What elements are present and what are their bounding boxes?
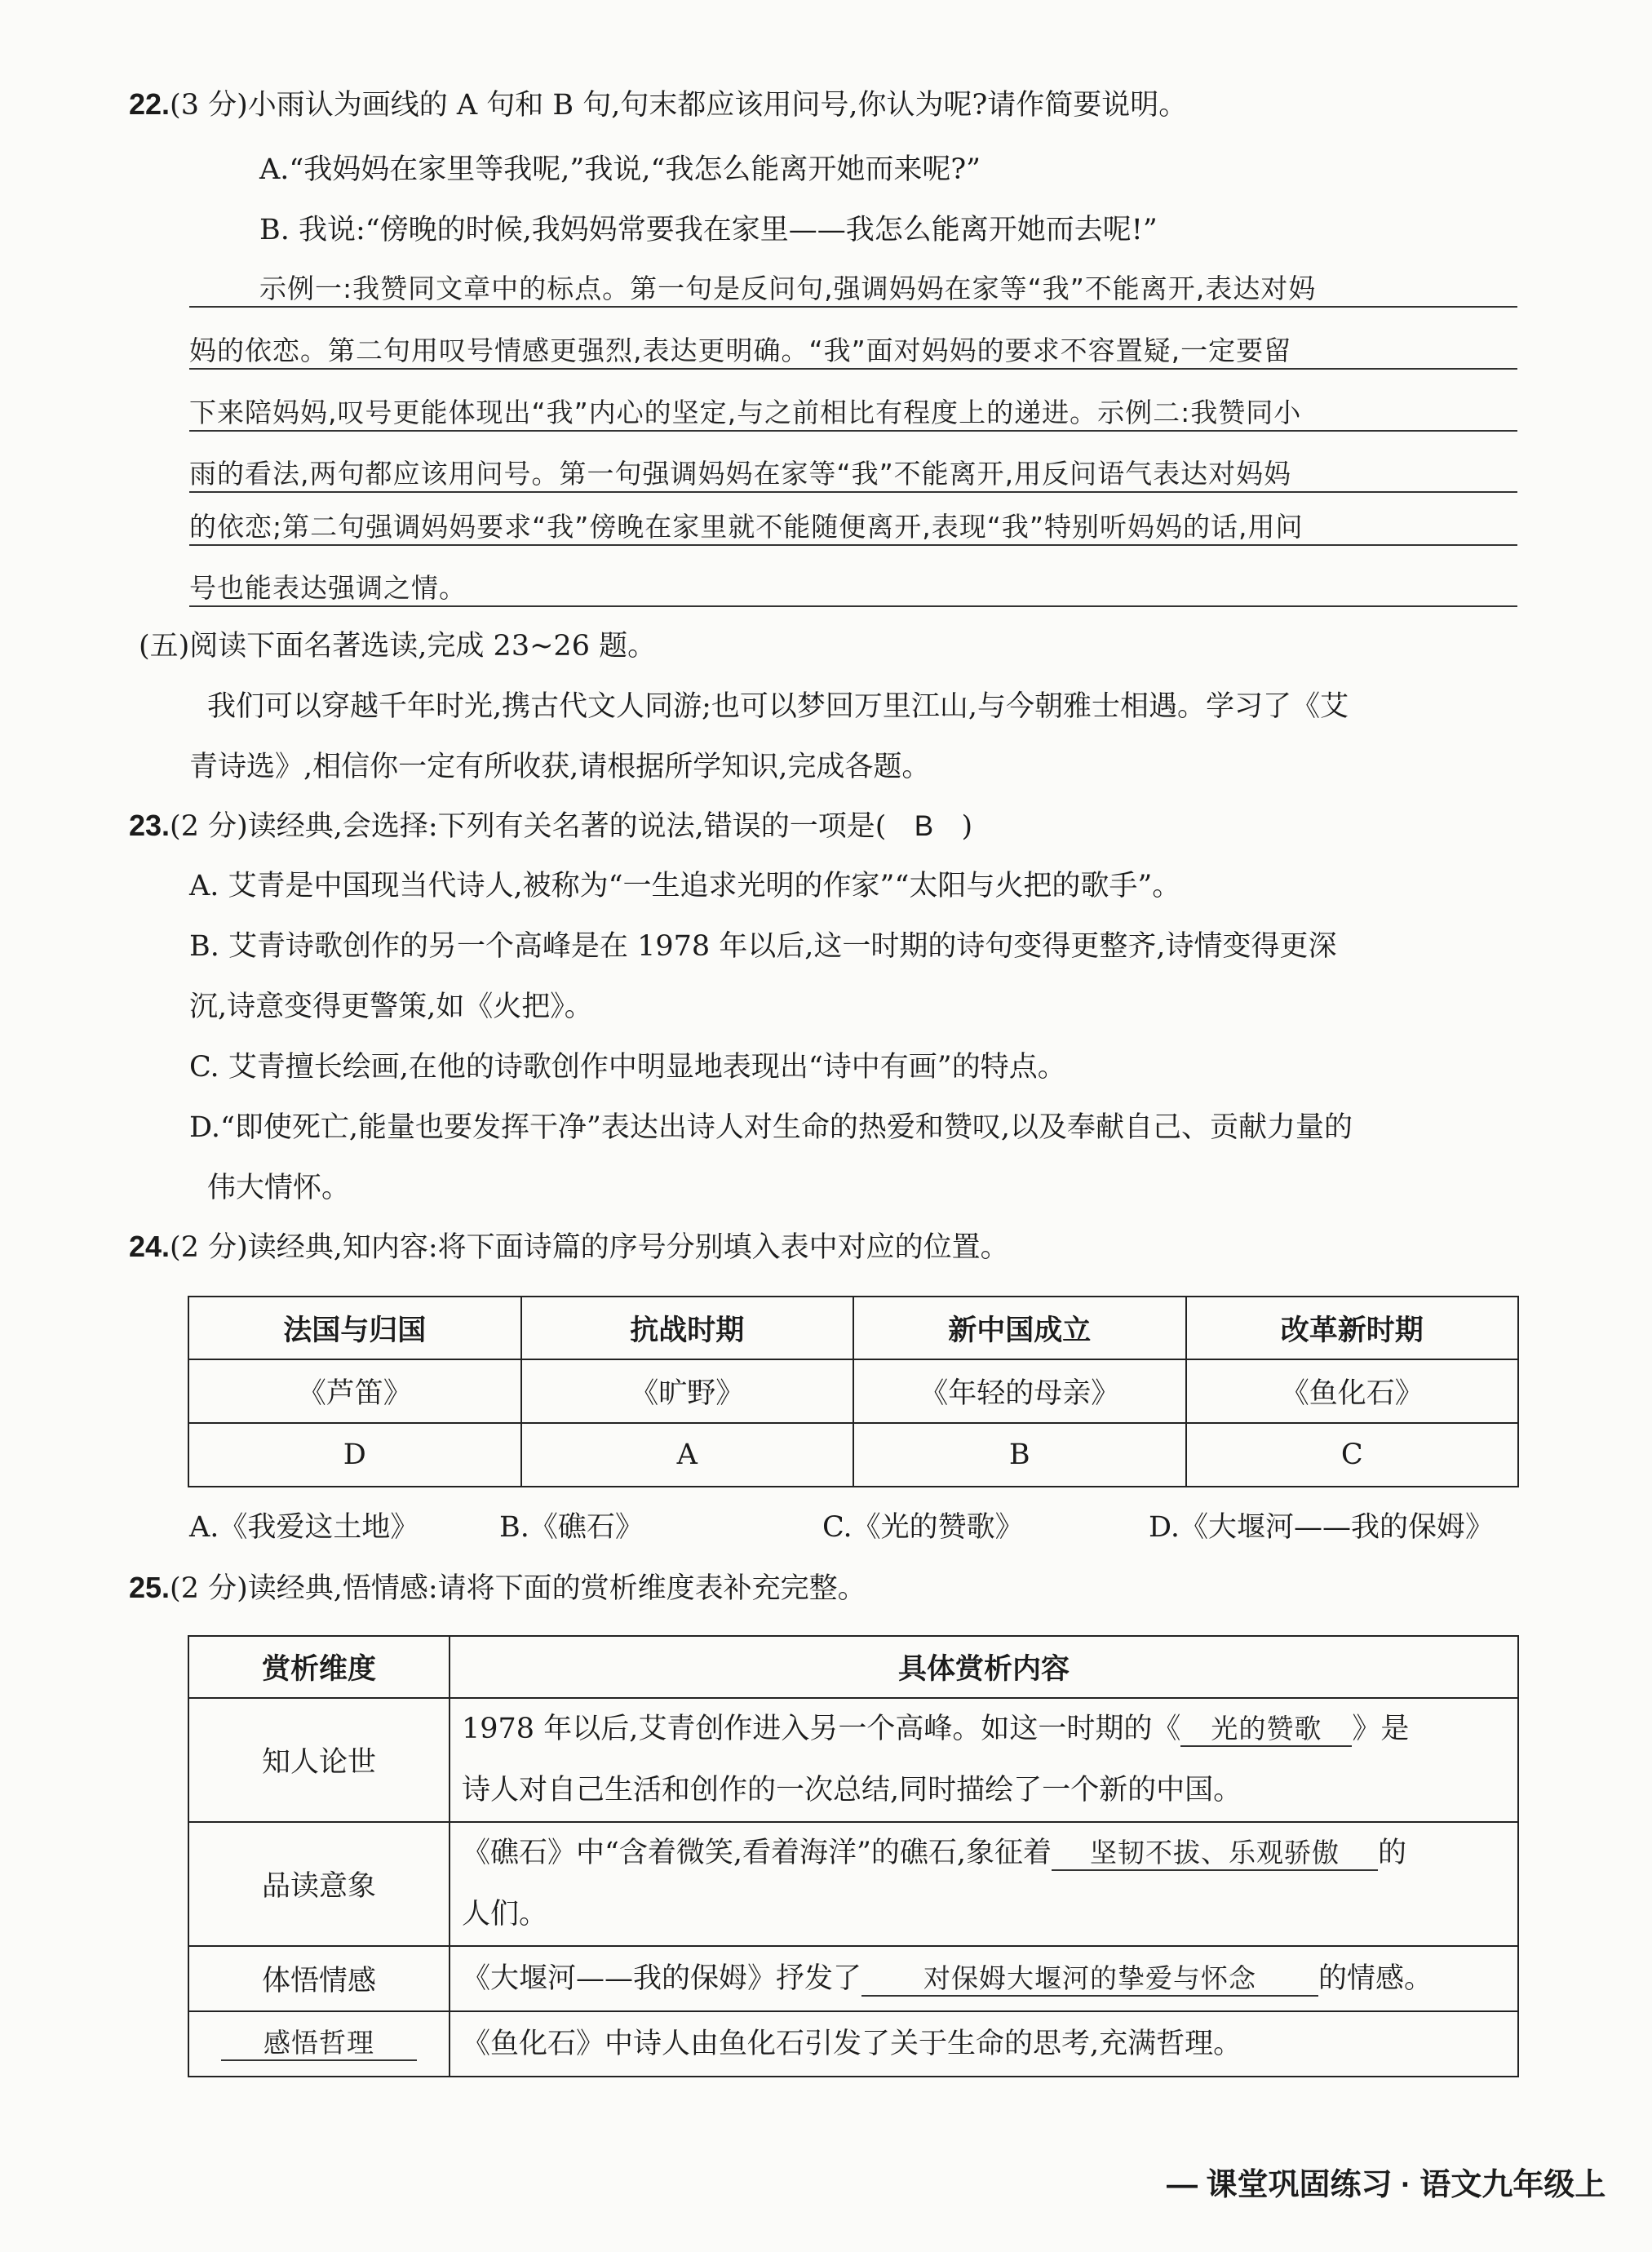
q23-option-c: C. 艾青擅长绘画,在他的诗歌创作中明显地表现出“诗中有画”的特点。 (189, 1051, 1066, 1084)
q24-answer-cell: C (1186, 1423, 1519, 1487)
q22-stem-text: (3 分)小雨认为画线的 A 句和 B 句,句末都应该用问号,你认为呢?请作简要说明。 (170, 89, 1188, 122)
section5-heading: (五)阅读下面名著选读,完成 23~26 题。 (139, 630, 657, 663)
q24-header: 抗战时期 (521, 1297, 854, 1359)
q23-option-d-line-2: 伟大情怀。 (207, 1172, 351, 1204)
q25-r3-text: 《大堰河——我的保姆》抒发了 (462, 1962, 862, 1995)
q24-choice-b: B.《礁石》 (499, 1511, 644, 1544)
q23-option-d-line-1: D.“即使死亡,能量也要发挥干净”表达出诗人对生命的热爱和赞叹,以及奉献自己、贡献力量的 (189, 1111, 1353, 1144)
q25-r4-dimension-fill: 感悟哲理 (221, 2027, 417, 2061)
q22-answer-line-5: 的依恋;第二句强调妈妈要求“我”傍晚在家里就不能随便离开,表现“我”特别听妈妈的话,用问 (189, 511, 1304, 543)
q25-col-header: 具体赏析内容 (450, 1636, 1518, 1698)
q22-number: 22. (129, 87, 171, 121)
q23-stem (129, 806, 972, 846)
q22-sentence-b: B. 我说:“傍晚的时候,我妈妈常要我在家里——我怎么能离开她而去呢!” (259, 214, 1158, 246)
q25-r2-line2: 人们。 (462, 1898, 548, 1931)
q24-period-table (188, 1296, 1519, 1487)
q25-col-header: 赏析维度 (188, 1636, 450, 1698)
q24-stem-text: (2 分)读经典,知内容:将下面诗篇的序号分别填入表中对应的位置。 (170, 1231, 1009, 1264)
q22-stem (129, 85, 1187, 125)
q25-r2-text-end: 的 (1378, 1837, 1407, 1869)
q25-dimension-cell: 体悟情感 (188, 1946, 450, 2011)
q24-choice-c: C.《光的赞歌》 (822, 1511, 1024, 1544)
q22-sentence-a: A.“我妈妈在家里等我呢,”我说,“我怎么能离开她而来呢?” (259, 153, 981, 186)
q25-r2-fill: 坚韧不拔、乐观骄傲 (1052, 1837, 1378, 1871)
q24-choice-a: A.《我爱这土地》 (189, 1511, 419, 1544)
q24-choice-d: D.《大堰河——我的保姆》 (1149, 1511, 1494, 1544)
q25-r1-fill: 光的赞歌 (1180, 1713, 1352, 1747)
q22-answer-line-3: 下来陪妈妈,叹号更能体现出“我”内心的坚定,与之前相比有程度上的递进。示例二:我赞同小 (189, 397, 1302, 428)
q23-option-b-line-2: 沉,诗意变得更警策,如《火把》。 (189, 991, 593, 1023)
answer-underline (189, 605, 1517, 607)
q25-dimension-cell: 品读意象 (188, 1822, 450, 1946)
q24-poem-cell: 《旷野》 (521, 1359, 854, 1423)
q23-option-b-line-1: B. 艾青诗歌创作的另一个高峰是在 1978 年以后,这一时期的诗句变得更整齐,诗情变得更深 (189, 930, 1337, 963)
q24-stem (129, 1227, 1009, 1267)
q25-content-cell (450, 1698, 1518, 1822)
section5-intro-line-2: 青诗选》,相信你一定有所收获,请根据所学知识,完成各题。 (189, 751, 931, 783)
q22-answer-line-6: 号也能表达强调之情。 (189, 572, 467, 604)
q24-answer-cell: D (188, 1423, 521, 1487)
q23-answer: B (914, 810, 934, 842)
q25-r1-text: 1978 年以后,艾青创作进入另一个高峰。如这一时期的《 (462, 1713, 1181, 1745)
q23-number: 23. (129, 809, 171, 842)
q25-number: 25. (129, 1571, 171, 1604)
q25-stem-text: (2 分)读经典,悟情感:请将下面的赏析维度表补充完整。 (170, 1572, 866, 1605)
q22-answer-line-1: 示例一:我赞同文章中的标点。第一句是反问句,强调妈妈在家等“我”不能离开,表达对妈 (259, 273, 1317, 304)
q24-answer-cell: A (521, 1423, 854, 1487)
answer-underline (189, 368, 1517, 370)
q25-r3-text-end: 的情感。 (1318, 1962, 1433, 1995)
q22-answer-line-2: 妈的依恋。第二句用叹号情感更强烈,表达更明确。“我”面对妈妈的要求不容置疑,一定要留 (189, 335, 1292, 366)
q25-content-cell: 《鱼化石》中诗人由鱼化石引发了关于生命的思考,充满哲理。 (450, 2011, 1518, 2077)
q25-r1-text-end: 》是 (1352, 1713, 1410, 1745)
section5-intro-line-1: 我们可以穿越千年时光,携古代文人同游;也可以梦回万里江山,与今朝雅士相遇。学习了《艾 (207, 690, 1349, 723)
page-footer: — 课堂巩固练习 · 语文九年级上 (1167, 2168, 1606, 2202)
answer-underline (189, 306, 1517, 308)
q24-poem-cell: 《年轻的母亲》 (853, 1359, 1186, 1423)
q25-dimension-cell: 知人论世 (188, 1698, 450, 1822)
q24-header: 改革新时期 (1186, 1297, 1519, 1359)
q24-header: 法国与归国 (188, 1297, 521, 1359)
q24-number: 24. (129, 1230, 171, 1263)
q25-r1-line2: 诗人对自己生活和创作的一次总结,同时描绘了一个新的中国。 (462, 1774, 1242, 1806)
q24-poem-cell: 《鱼化石》 (1186, 1359, 1519, 1423)
q25-r2-text: 《礁石》中“含着微笑,看着海洋”的礁石,象征着 (462, 1837, 1052, 1869)
q25-analysis-table (188, 1635, 1519, 2077)
q24-poem-cell: 《芦笛》 (188, 1359, 521, 1423)
answer-underline (189, 491, 1517, 493)
q25-dimension-cell (188, 2011, 450, 2077)
q22-answer-line-4: 雨的看法,两句都应该用问号。第一句强调妈妈在家等“我”不能离开,用反问语气表达对妈妈 (189, 458, 1292, 490)
q24-answer-cell: B (853, 1423, 1186, 1487)
answer-underline (189, 430, 1517, 432)
q25-r3-fill: 对保姆大堰河的挚爱与怀念 (861, 1962, 1318, 1997)
answer-underline (189, 544, 1517, 546)
q23-option-a: A. 艾青是中国现当代诗人,被称为“一生追求光明的作家”“太阳与火把的歌手”。 (189, 870, 1181, 902)
q25-content-cell (450, 1822, 1518, 1946)
q25-stem (129, 1568, 866, 1608)
q23-close-paren: ) (961, 810, 973, 843)
q24-header: 新中国成立 (853, 1297, 1186, 1359)
q23-stem-text: (2 分)读经典,会选择:下列有关名著的说法,错误的一项是( (170, 810, 887, 843)
q25-content-cell (450, 1946, 1518, 2011)
